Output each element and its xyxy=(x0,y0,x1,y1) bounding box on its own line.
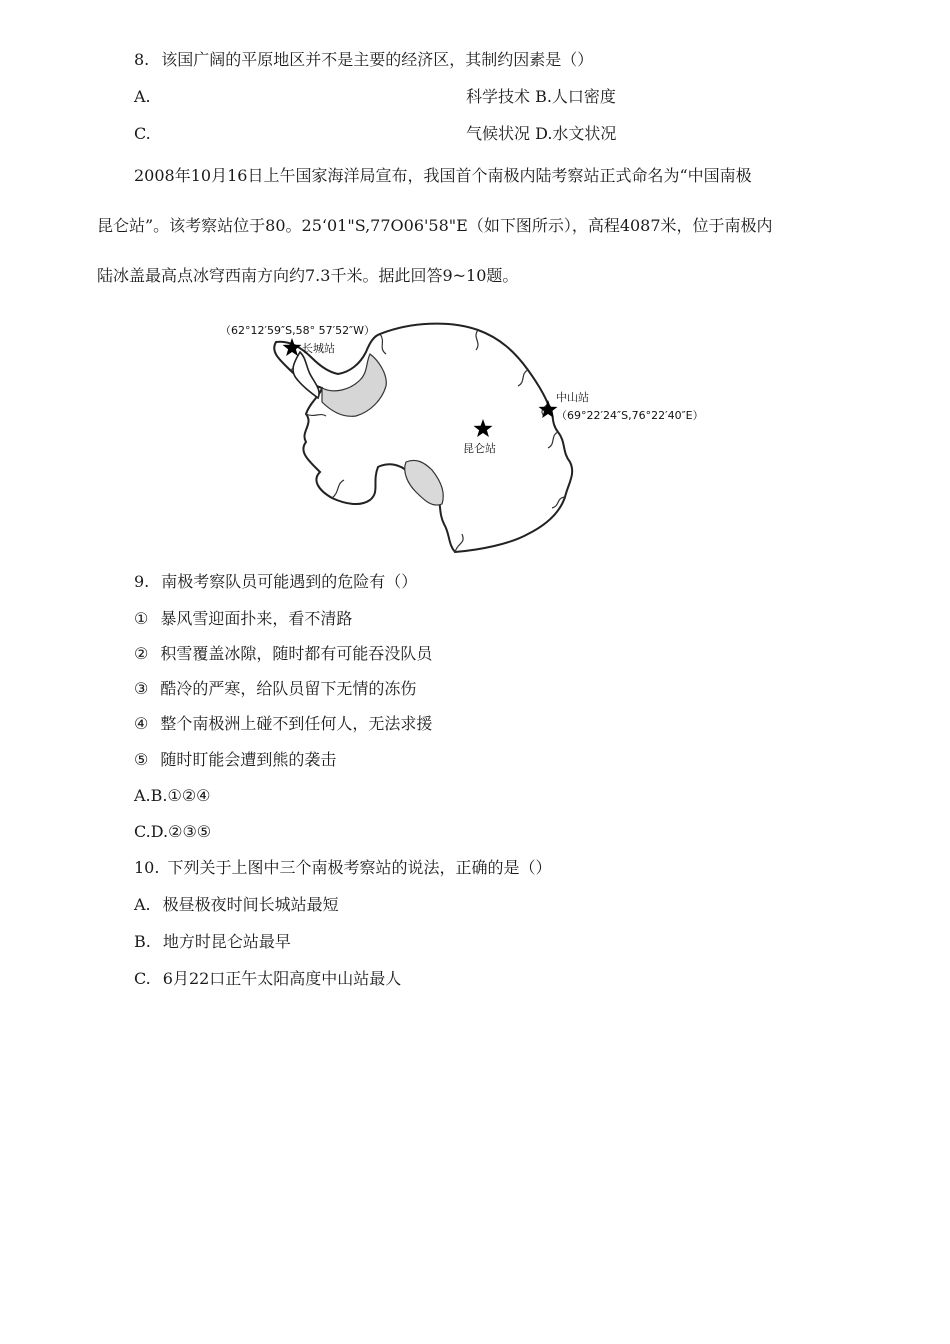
q9-item-mark: ① xyxy=(134,609,149,628)
q8-number: 8. xyxy=(134,50,150,69)
antarctica-outline xyxy=(274,324,572,552)
q10-option xyxy=(134,932,291,952)
kunlun-label: 昆仑站 xyxy=(463,442,496,455)
q10-option-label: A. xyxy=(134,895,151,914)
changcheng-coord: （62°12′59″S,58° 57′52″W） xyxy=(220,324,376,337)
q9-item xyxy=(134,679,416,699)
q9-item-mark: ② xyxy=(134,644,149,663)
q9-item-text: 积雪覆盖冰隙，随时都有可能吞没队员 xyxy=(160,644,433,663)
q8-option-a-text: 科学技术 B.人口密度 xyxy=(466,87,616,106)
q9-number: 9. xyxy=(134,572,150,591)
zhongshan-coord: （69°22′24″S,76°22′40″E） xyxy=(556,409,704,422)
q9-item-text: 随时盯能会遭到熊的袭击 xyxy=(160,750,337,769)
q10-number: 10. xyxy=(134,858,160,877)
q8-stem: 该国广阔的平原地区并不是主要的经济区，其制约因素是（） xyxy=(161,50,594,69)
q10-option-text: 6月22口正午太阳高度中山站最人 xyxy=(162,969,402,988)
q8-option-c-text: 气候状况 D.水文状况 xyxy=(466,124,617,143)
q8-option-a-label: A. xyxy=(134,87,151,106)
q10-option-label: B. xyxy=(134,932,151,951)
q9-option-cd: C.D.②③⑤ xyxy=(134,822,212,841)
passage-line-3: 陆冰盖最高点冰穹西南方向约7.3千米。据此回答9~10题。 xyxy=(97,266,519,285)
q9-item xyxy=(134,644,432,664)
q10-option xyxy=(134,895,339,915)
q9-item xyxy=(134,609,352,629)
q9-item-text: 整个南极洲上碰不到任何人，无法求援 xyxy=(160,714,433,733)
q9-item-text: 暴风雪迎面扑来，看不清路 xyxy=(160,609,353,628)
changcheng-label: 长城站 xyxy=(302,342,335,355)
q8-stem-line xyxy=(134,50,593,70)
q10-option xyxy=(134,969,401,989)
passage-line-1: 2008年10月16日上午国家海洋局宣布，我国首个南极内陆考察站正式命名为“中国南极 xyxy=(134,166,752,185)
q10-option-label: C. xyxy=(134,969,151,988)
q9-item xyxy=(134,750,336,770)
q10-option-text: 极昼极夜时间长城站最短 xyxy=(162,895,339,914)
q10-stem-line xyxy=(134,858,551,878)
passage-line-2: 昆仑站”。该考察站位于80。25‘01"S,77O06'58"E（如下图所示），高程4087米，位于南极内 xyxy=(97,216,773,235)
q9-item-mark: ④ xyxy=(134,714,149,733)
q9-item-mark: ⑤ xyxy=(134,750,149,769)
q9-stem-line xyxy=(134,572,417,592)
q8-option-c-label: C. xyxy=(134,124,151,143)
antarctica-map xyxy=(210,312,750,562)
q9-option-ab: A.B.①②④ xyxy=(134,786,211,805)
q9-item xyxy=(134,714,432,734)
q9-item-text: 酷冷的严寒，给队员留下无情的冻伤 xyxy=(160,679,417,698)
q9-stem: 南极考察队员可能遇到的危险有（） xyxy=(161,572,418,591)
q9-item-mark: ③ xyxy=(134,679,149,698)
q10-stem: 下列关于上图中三个南极考察站的说法，正确的是（） xyxy=(167,858,552,877)
zhongshan-label: 中山站 xyxy=(556,391,589,404)
q10-option-text: 地方时昆仑站最早 xyxy=(162,932,291,951)
